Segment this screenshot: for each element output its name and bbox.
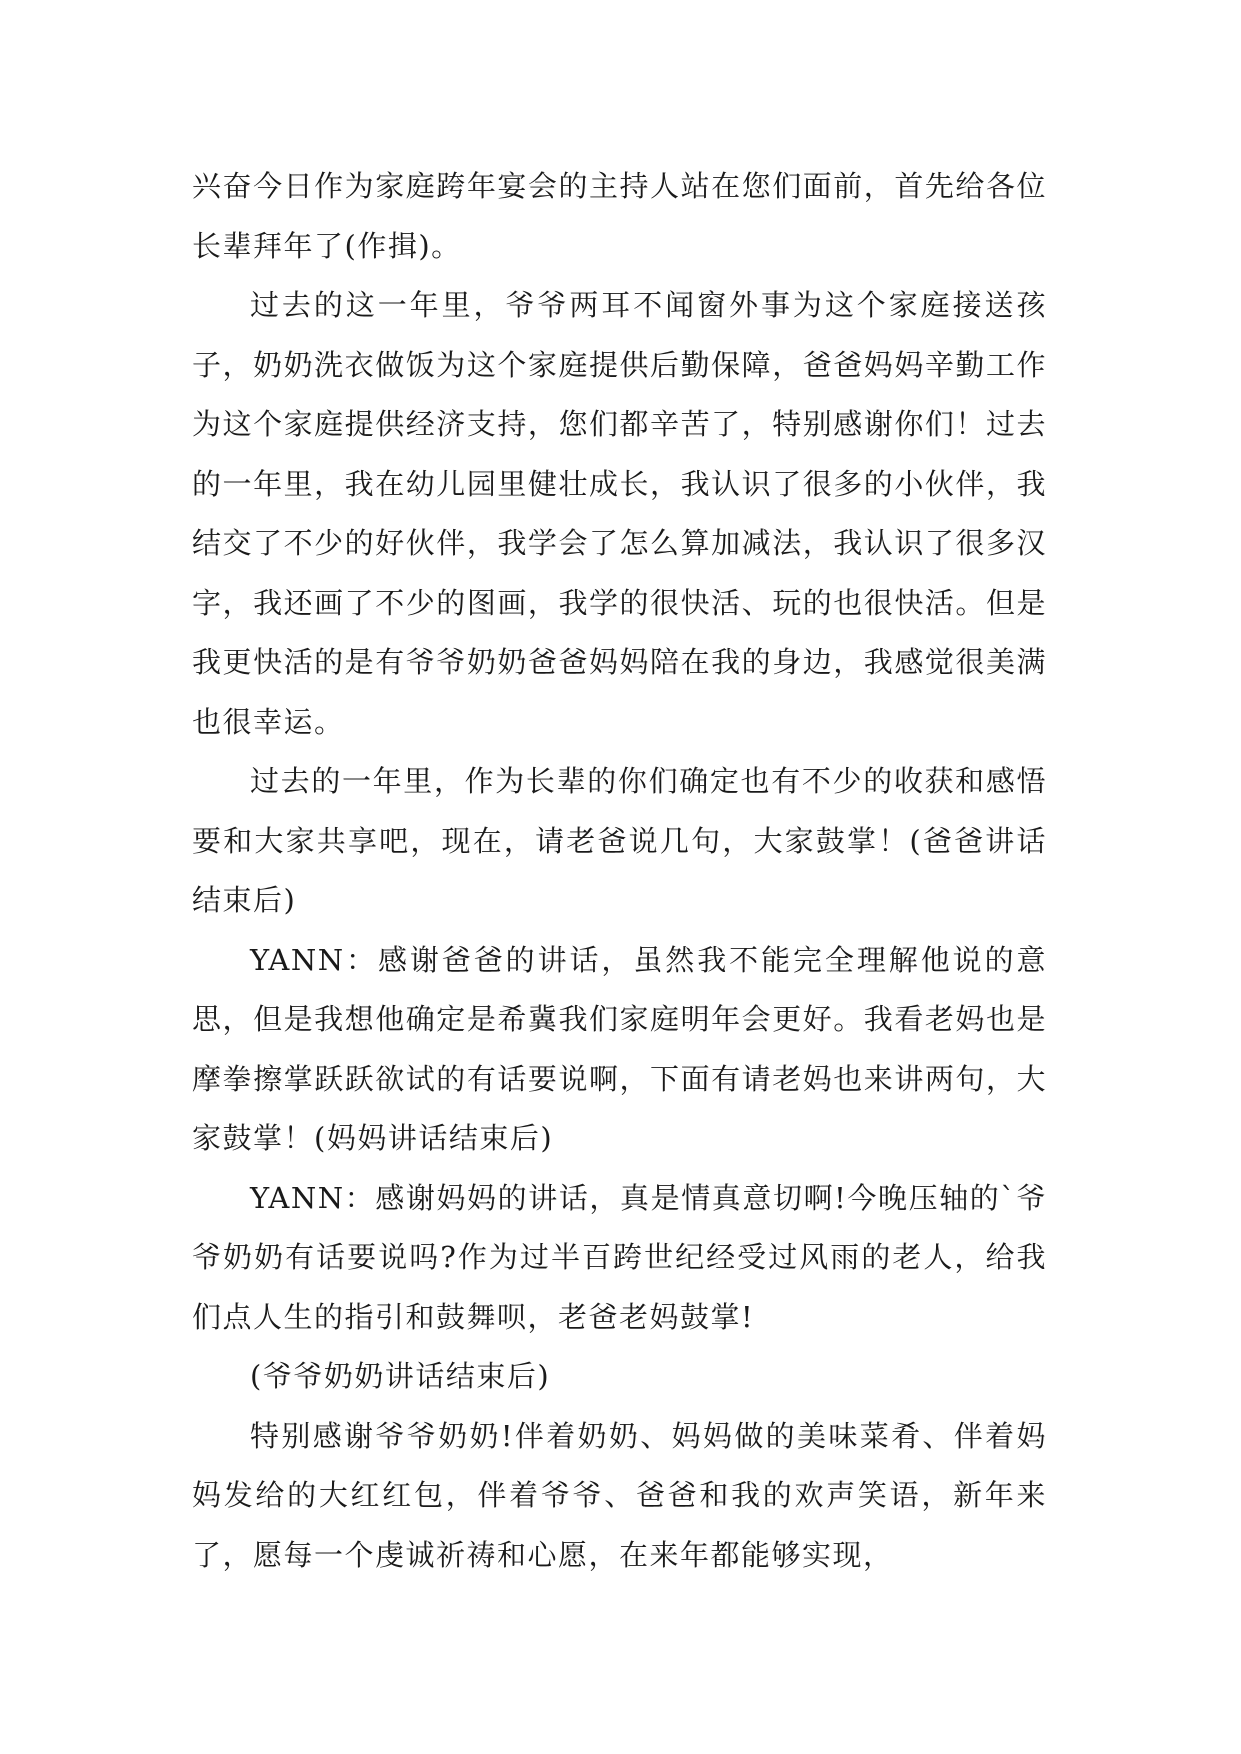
paragraph-past-year: 过去的这一年里，爷爷两耳不闻窗外事为这个家庭接送孩子，奶奶洗衣做饭为这个家庭提供后勤保障，爸爸妈妈辛勤工作为这个家庭提供经济支持，您们都辛苦了，特别感谢你们！过去的一年里，我在幼儿园里健壮成长，我认识了很多的小伙伴，我结交了不少的好伙伴，我学会了怎么算加减法，我认识了很多汉字，我还画了不少的图画，我学的很快活、玩的也很快活。但是我更快活的是有爷爷奶奶爸爸妈妈陪在我的身边，我感觉很美满也很幸运。 xyxy=(192,288,1047,739)
paragraph-grandparents-end: (爷爷奶奶讲话结束后) xyxy=(250,1359,551,1393)
document-body xyxy=(192,157,1047,1585)
paragraph-closing: 特别感谢爷爷奶奶!伴着奶奶、妈妈做的美味菜肴、伴着妈妈发给的大红红包，伴着爷爷、爸爸和我的欢声笑语，新年来了，愿每一个虔诚祈祷和心愿，在来年都能够实现， xyxy=(192,1418,1047,1572)
paragraph-invite-dad: 过去的一年里，作为长辈的你们确定也有不少的收获和感悟要和大家共享吧，现在，请老爸说几句，大家鼓掌！(爸爸讲话结束后) xyxy=(192,764,1047,917)
paragraph-opening: 兴奋今日作为家庭跨年宴会的主持人站在您们面前，首先给各位长辈拜年了(作揖)。 xyxy=(192,169,1047,263)
paragraph-thank-mom: YANN：感谢妈妈的讲话，真是情真意切啊!今晚压轴的`爷爷奶奶有话要说吗?作为过半百跨世纪经受过风雨的老人，给我们点人生的指引和鼓舞呗，老爸老妈鼓掌! xyxy=(192,1180,1047,1334)
paragraph-thank-dad: YANN：感谢爸爸的讲话，虽然我不能完全理解他说的意思，但是我想他确定是希冀我们家庭明年会更好。我看老妈也是摩拳擦掌跃跃欲试的有话要说啊，下面有请老妈也来讲两句，大家鼓掌！(妈妈讲话结束后) xyxy=(192,942,1047,1155)
